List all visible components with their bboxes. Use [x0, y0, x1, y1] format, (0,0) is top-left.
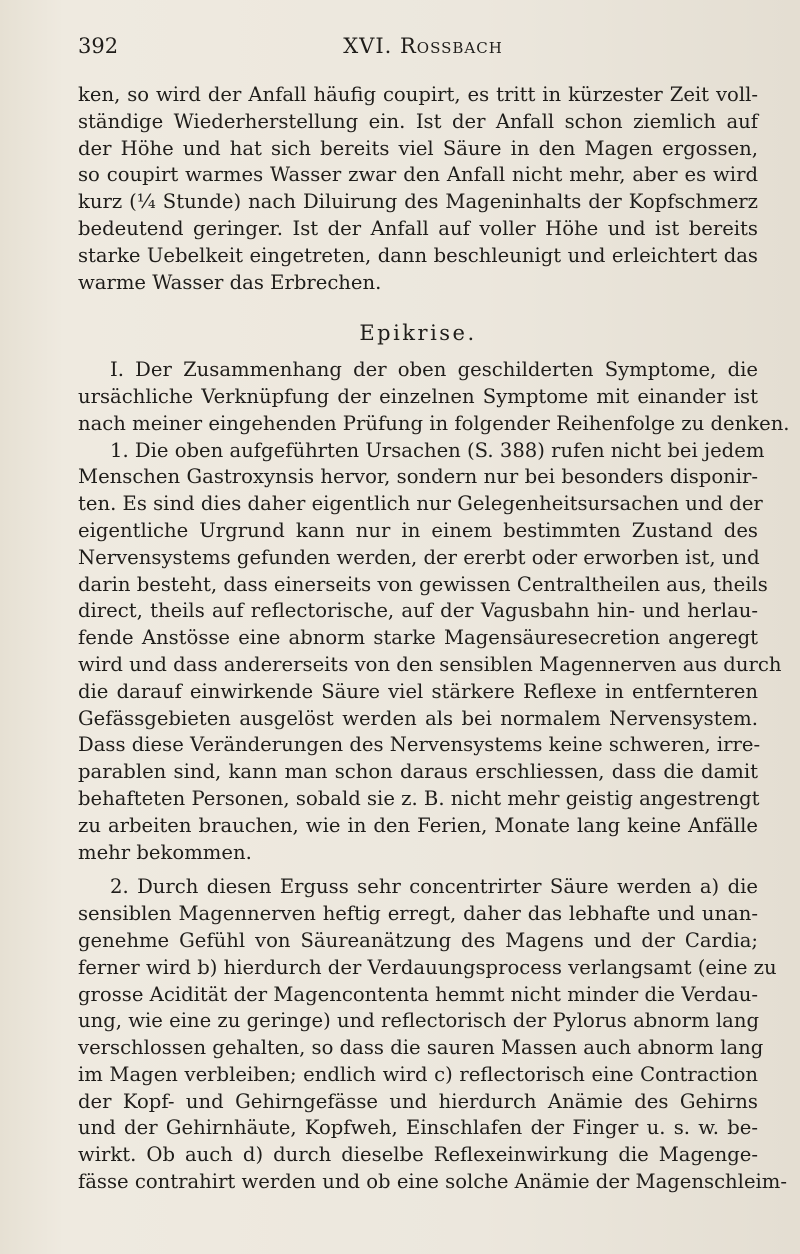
section-heading: Epikrise.	[359, 321, 477, 346]
text-line: ferner wird b) hierdurch der Verdauungsprocess verlangsamt (eine zu	[78, 955, 777, 979]
author-name: Rossbach	[399, 34, 503, 58]
text-line: wirkt. Ob auch d) durch dieselbe Reflexeinwirkung die Magenge-	[78, 1143, 758, 1167]
text-line: sensiblen Magennerven heftig erregt, daher das lebhafte und unan-	[78, 902, 758, 926]
page-header	[78, 30, 768, 66]
text-line: 2. Durch diesen Erguss sehr concentrirter Säure werden a) die	[110, 875, 758, 899]
text-line: 1. Die oben aufgeführten Ursachen (S. 388) rufen nicht bei jedem	[110, 438, 765, 462]
text-line: ken, so wird der Anfall häufig coupirt, es tritt in kürzester Zeit voll-	[78, 83, 758, 106]
text-line: I. Der Zusammenhang der oben geschilderten Symptome, die	[110, 358, 758, 382]
text-line: eigentliche Urgrund kann nur in einem bestimmten Zustand des	[78, 518, 758, 542]
paragraph-1	[78, 438, 782, 867]
text-line: bedeutend geringer. Ist der Anfall auf voller Höhe und ist bereits	[78, 216, 758, 240]
page-number: 392	[78, 34, 119, 58]
paragraph-i	[78, 357, 790, 437]
text-line: zu arbeiten brauchen, wie in den Ferien, Monate lang keine Anfälle	[78, 813, 758, 837]
text-line: grosse Acidität der Magencontenta hemmt nicht minder die Verdau-	[78, 982, 758, 1006]
text-line: ständige Wiederherstellung ein. Ist der Anfall schon ziemlich auf	[78, 109, 758, 133]
text-line: wird und dass andererseits von den sensiblen Magennerven aus durch	[78, 652, 782, 676]
paragraph-continuation	[78, 82, 758, 296]
text-line: Menschen Gastroxynsis hervor, sondern nur bei besonders disponir-	[78, 465, 758, 489]
text-line: direct, theils auf reflectorische, auf der Vagusbahn hin- und herlau-	[78, 599, 758, 623]
text-line: so coupirt warmes Wasser zwar den Anfall nicht mehr, aber es wird	[78, 163, 758, 187]
paragraph-2	[78, 874, 788, 1196]
text-line: genehme Gefühl von Säureanätzung des Magens und der Cardia;	[78, 928, 758, 952]
text-line: ung, wie eine zu geringe) und reflectorisch der Pylorus abnorm lang	[78, 1009, 760, 1033]
text-line: verschlossen gehalten, so dass die sauren Massen auch abnorm lang	[78, 1036, 764, 1060]
text-line: Dass diese Veränderungen des Nervensystems keine schweren, irre-	[78, 733, 761, 757]
text-line: parablen sind, kann man schon daraus erschliessen, dass die damit	[78, 760, 758, 784]
text-line: mehr bekommen.	[78, 840, 252, 864]
page-body	[78, 82, 790, 1196]
text-line: im Magen verbleiben; endlich wird c) reflectorisch eine Contraction	[78, 1062, 758, 1086]
text-line: Nervensystems gefunden werden, der ererbt oder erworben ist, und	[78, 545, 760, 569]
text-line: die darauf einwirkende Säure viel stärkere Reflexe in entfernteren	[78, 679, 758, 703]
text-line: ten. Es sind dies daher eigentlich nur Gelegenheitsursachen und der	[78, 492, 763, 516]
text-line: ursächliche Verknüpfung der einzelnen Symptome mit einander ist	[78, 384, 758, 408]
text-line: der Kopf- und Gehirngefässe und hierdurch Anämie des Gehirns	[78, 1089, 758, 1113]
text-line: kurz (¼ Stunde) nach Diluirung des Mageninhalts der Kopfschmerz	[78, 190, 758, 214]
text-line: starke Uebelkeit eingetreten, dann beschleunigt und erleichtert das	[78, 243, 758, 267]
text-line: fende Anstösse eine abnorm starke Magensäuresecretion angeregt	[78, 626, 758, 650]
running-head	[78, 34, 768, 58]
text-line: und der Gehirnhäute, Kopfweh, Einschlafen der Finger u. s. w. be-	[78, 1116, 758, 1140]
text-line: der Höhe und hat sich bereits viel Säure in den Magen ergossen,	[78, 136, 758, 160]
text-line: fässe contrahirt werden und ob eine solche Anämie der Magenschleim-	[78, 1170, 788, 1194]
text-line: behafteten Personen, sobald sie z. B. nicht mehr geistig angestrengt	[78, 786, 760, 810]
text-line: Gefässgebieten ausgelöst werden als bei normalem Nervensystem.	[78, 706, 758, 730]
text-line: warme Wasser das Erbrechen.	[78, 270, 382, 294]
chapter-number: XVI.	[343, 34, 393, 58]
text-line: nach meiner eingehenden Prüfung in folgender Reihenfolge zu denken.	[78, 411, 790, 435]
text-line: darin besteht, dass einerseits von gewissen Centraltheilen aus, theils	[78, 572, 768, 596]
